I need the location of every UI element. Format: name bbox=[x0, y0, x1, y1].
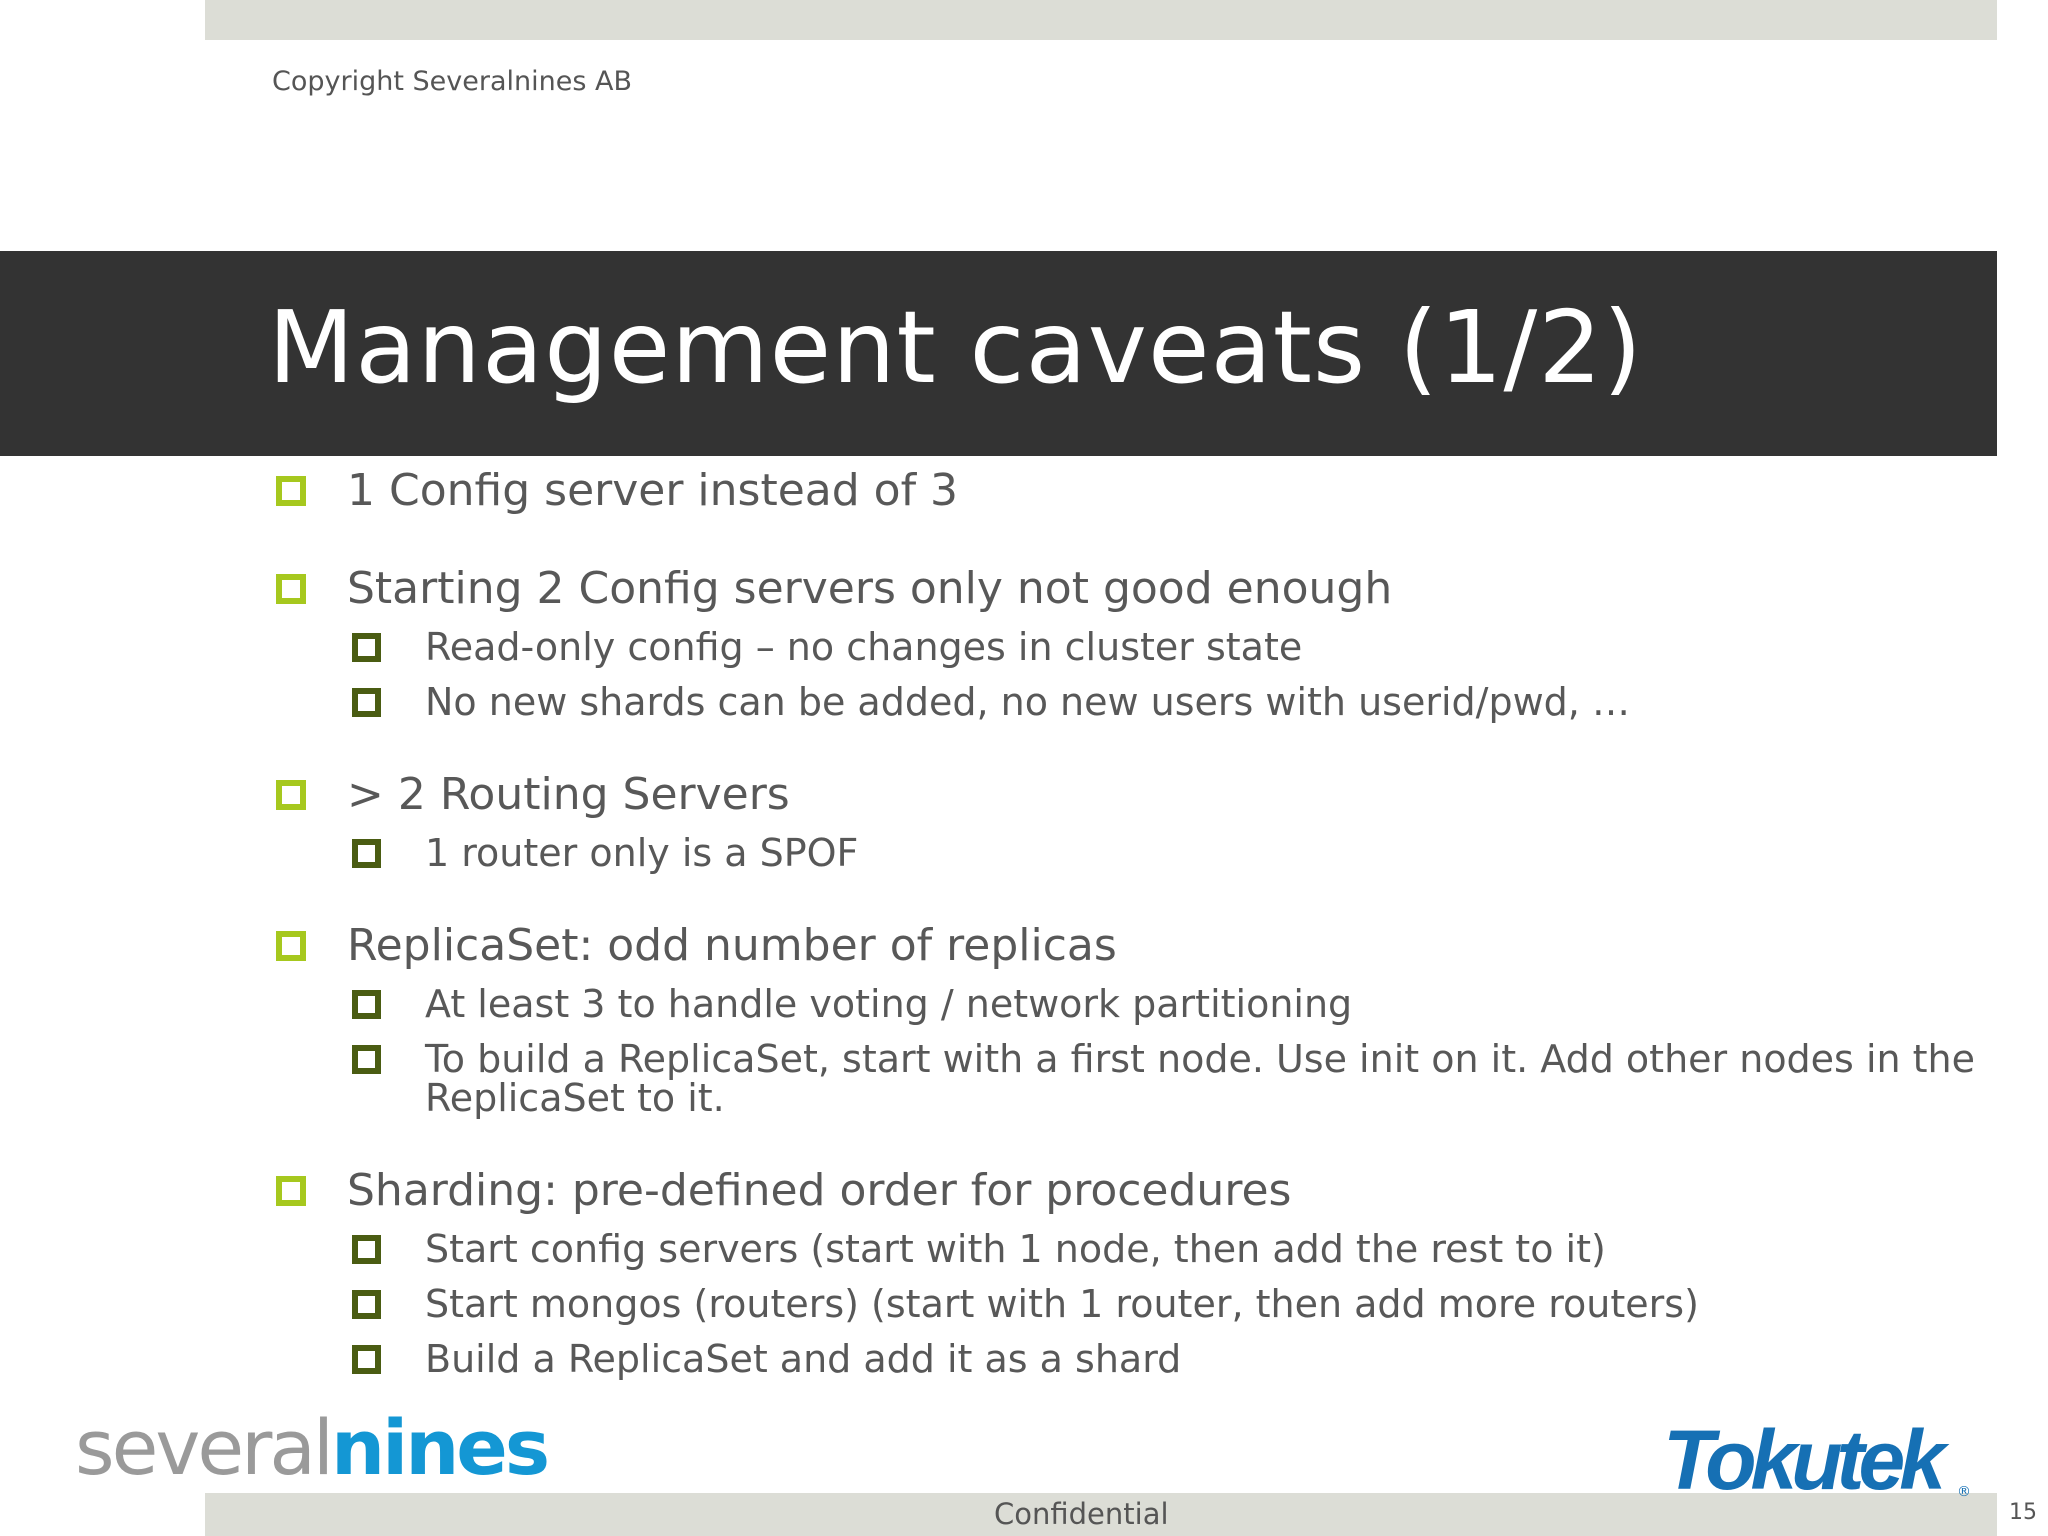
tokutek-registered-mark: ® bbox=[1957, 1484, 1971, 1500]
page-number: 15 bbox=[2009, 1500, 2037, 1525]
bullet-text: Starting 2 Config servers only not good enough bbox=[347, 563, 1393, 614]
sub-bullet-item bbox=[272, 680, 1992, 724]
square-bullet-icon bbox=[276, 574, 306, 604]
sub-bullet-item bbox=[272, 1227, 1992, 1271]
square-bullet-icon bbox=[352, 1345, 381, 1374]
sub-bullet-text: Start config servers (start with 1 node, then add the rest to it) bbox=[425, 1227, 1606, 1271]
sub-bullet-item bbox=[272, 982, 1992, 1026]
sub-bullet-text: Start mongos (routers) (start with 1 router, then add more routers) bbox=[425, 1282, 1699, 1326]
sub-bullet-text: No new shards can be added, no new users with userid/pwd, … bbox=[425, 680, 1630, 724]
bullet-text: Sharding: pre-defined order for procedures bbox=[347, 1165, 1292, 1216]
square-bullet-icon bbox=[352, 1290, 381, 1319]
bullet-item bbox=[272, 1162, 1992, 1220]
copyright-text: Copyright Severalnines AB bbox=[272, 66, 632, 97]
severalnines-logo-part2: nines bbox=[331, 1403, 548, 1492]
square-bullet-icon bbox=[276, 780, 306, 810]
severalnines-logo bbox=[75, 1403, 548, 1492]
severalnines-logo-part1: several bbox=[75, 1403, 332, 1492]
square-bullet-icon bbox=[352, 1235, 381, 1264]
bullet-item bbox=[272, 917, 1992, 975]
sub-bullet-text: At least 3 to handle voting / network partitioning bbox=[425, 982, 1353, 1026]
square-bullet-icon bbox=[276, 931, 306, 961]
sub-bullet-item bbox=[272, 1037, 2005, 1120]
sub-bullet-item bbox=[272, 625, 1992, 669]
sub-bullet-text: To build a ReplicaSet, start with a first node. Use init on it. Add other nodes in the ReplicaSet to it. bbox=[425, 1037, 1976, 1120]
sub-bullet-text: 1 router only is a SPOF bbox=[425, 831, 859, 875]
square-bullet-icon bbox=[276, 476, 306, 506]
bullet-item bbox=[272, 462, 1992, 520]
square-bullet-icon bbox=[352, 990, 381, 1019]
sub-bullet-text: Read-only config – no changes in cluster state bbox=[425, 625, 1303, 669]
sub-bullet-item bbox=[272, 1337, 1992, 1381]
square-bullet-icon bbox=[352, 688, 381, 717]
sub-bullet-item bbox=[272, 1282, 1992, 1326]
sub-bullet-text: Build a ReplicaSet and add it as a shard bbox=[425, 1337, 1182, 1381]
square-bullet-icon bbox=[352, 839, 381, 868]
square-bullet-icon bbox=[276, 1176, 306, 1206]
sub-bullet-item bbox=[272, 831, 1992, 875]
bullet-item bbox=[272, 560, 1992, 618]
bullet-text: 1 Config server instead of 3 bbox=[347, 465, 959, 516]
slide-title: Management caveats (1/2) bbox=[268, 289, 1643, 406]
bullet-list bbox=[272, 462, 1992, 1379]
bullet-text: > 2 Routing Servers bbox=[347, 769, 790, 820]
tokutek-logo: Tokutek bbox=[1663, 1413, 1940, 1507]
square-bullet-icon bbox=[352, 633, 381, 662]
bullet-text: ReplicaSet: odd number of replicas bbox=[347, 920, 1117, 971]
confidential-label: Confidential bbox=[994, 1497, 1169, 1531]
square-bullet-icon bbox=[352, 1045, 381, 1074]
top-bar bbox=[205, 0, 1997, 40]
bullet-item bbox=[272, 766, 1992, 824]
